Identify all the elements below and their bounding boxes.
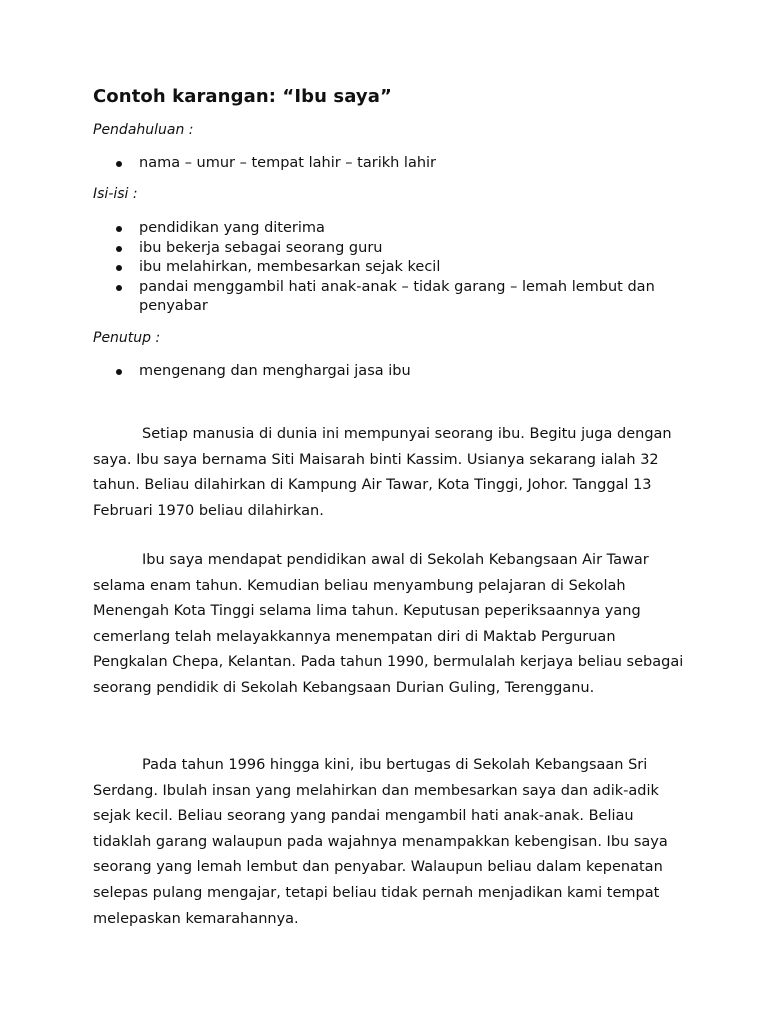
section-label-isi: Isi-isi : [93,186,138,202]
section-label-penutup: Penutup : [93,330,161,346]
section-label-pendahuluan: Pendahuluan : [93,122,194,138]
bullet-list-penutup [93,362,693,382]
bullet-icon [116,369,122,375]
bullet-icon [116,285,122,291]
bullet-icon [116,246,122,252]
essay-paragraph-2: Ibu saya mendapat pendidikan awal di Sekolah Kebangsaan Air Tawar selama enam tahun. Kemudian beliau menyambung pelajaran di Sekolah Menengah Kota Tinggi selama lima tahun. Keputusan peperiksaannya yang cemerlang telah melayakkannya menempatan diri di Maktab Perguruan Pengkalan Chepa, Kelantan. Pada tahun 1990, bermulalah kerjaya beliau sebagai seorang pendidik di Sekolah Kebangsaan Durian Guling, Terengganu. [93,552,684,696]
list-item: pendidikan yang diterima [93,219,693,239]
bullet-list-pendahuluan [93,154,693,174]
list-item: ibu bekerja sebagai seorang guru [93,239,693,259]
list-item: mengenang dan menghargai jasa ibu [93,362,693,382]
document-title: Contoh karangan: “Ibu saya” [93,86,392,107]
list-item: pandai menggambil hati anak-anak – tidak garang – lemah lembut dan penyabar [93,278,679,317]
bullet-list-isi [93,219,693,317]
bullet-icon [116,226,122,232]
essay-paragraph-1: Setiap manusia di dunia ini mempunyai seorang ibu. Begitu juga dengan saya. Ibu saya bernama Siti Maisarah binti Kassim. Usianya sekarang ialah 32 tahun. Beliau dilahirkan di Kampung Air Tawar, Kota Tinggi, Johor. Tanggal 13 Februari 1970 beliau dilahirkan. [93,426,672,519]
bullet-icon [116,265,122,271]
list-item: nama – umur – tempat lahir – tarikh lahir [93,154,693,174]
bullet-icon [116,161,122,167]
list-item: ibu melahirkan, membesarkan sejak kecil [93,258,693,278]
essay-paragraph-3: Pada tahun 1996 hingga kini, ibu bertugas di Sekolah Kebangsaan Sri Serdang. Ibulah insan yang melahirkan dan membesarkan saya dan adik-adik sejak kecil. Beliau seorang yang pandai mengambil hati anak-anak. Beliau tidaklah garang walaupun pada wajahnya menampakkan kebengisan. Ibu saya seorang yang lemah lembut dan penyabar. Walaupun beliau dalam kepenatan selepas pulang mengajar, tetapi beliau tidak pernah menjadikan kami tempat melepaskan kemarahannya. [93,757,668,927]
